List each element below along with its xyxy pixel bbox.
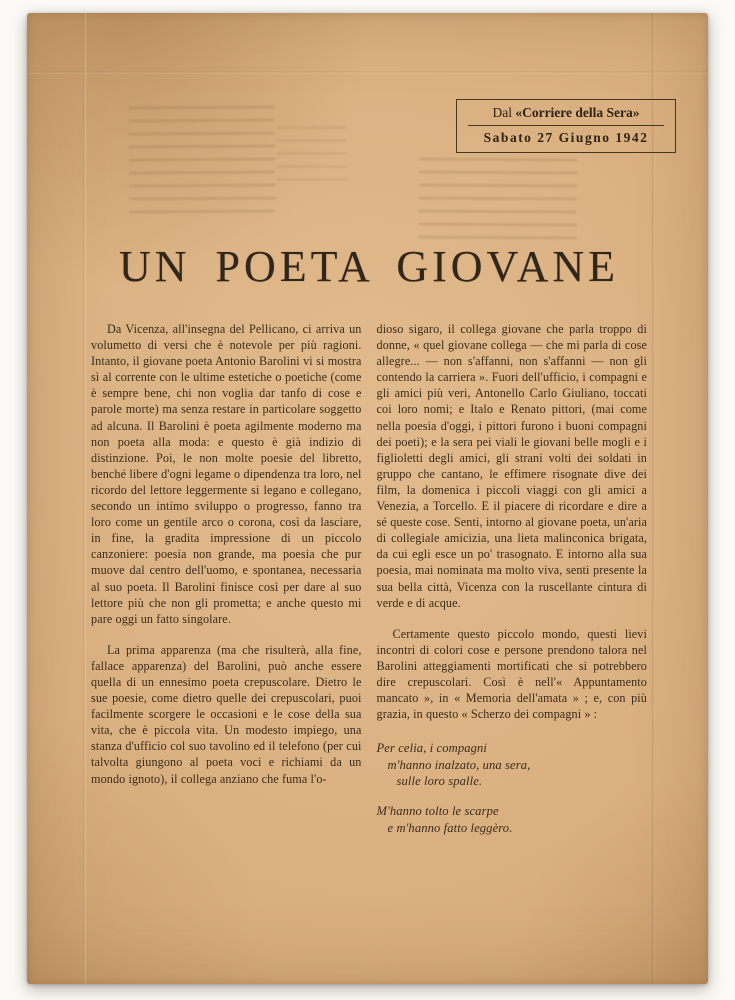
vertical-fold-crease-left — [83, 13, 87, 984]
article-column-right — [377, 321, 648, 836]
poem-stanza-1 — [377, 740, 648, 790]
poem-line: sulle loro spalle. — [396, 774, 483, 789]
poem-quote — [377, 740, 648, 836]
showthrough-ghost-text-right — [419, 153, 577, 242]
source-name: «Corriere della Sera» — [515, 105, 640, 120]
article-title: UN POETA GIOVANE — [118, 242, 620, 291]
vertical-fold-crease-right — [651, 13, 655, 984]
poem-line: M'hanno tolto le scarpe — [376, 804, 499, 819]
left-paragraph-1: Da Vicenza, all'insegna del Pellicano, ci arriva un volumetto di versi che è notevole per più ragioni. Intanto, il giovane poeta Antonio Barolini vi si mostra sì al corrente con le ultime estetiche o poetiche (come è sempre bene, chi non voglia dar tanfo di cose e parole morte) ma senza restare in particolare soggetto ad alcuna. Il Barolini è poeta agilmente moderno ma non poeta alla moda: e questo è già indizio di distinzione. Poi, le non molte poesie del libretto, benché libere d'ogni legame o dipendenza tra loro, nel ricordo del lettore leggermente si legano e collegano, secondo un intimo sviluppo o progresso, fanno tra loro come un gentile arco o corona, così da lasciare, in fine, la gradita impressione di un piccolo canzoniere: poesia non grande, ma poesia che pur muove dal centro dell'uomo, e spontanea, necessaria al suo poeta. Il Barolini finisce così per dare al suo lettore più che non gli prometta; e anche questo mi pare oggi un fatto singolare. — [91, 322, 362, 626]
source-date-box — [456, 99, 676, 153]
article — [91, 242, 647, 836]
paper-sheet — [27, 13, 708, 984]
showthrough-ghost-text-left — [129, 100, 276, 219]
article-columns — [91, 321, 647, 836]
date-line: Sabato 27 Giugno 1942 — [483, 130, 649, 145]
left-paragraph-2: La prima apparenza (ma che risulterà, alla fine, fallace apparenza) del Barolini, può anche essere quella di un ennesimo poeta crepuscolare. Dietro le sue poesie, come dietro quelle dei crepuscolari, puoi facilmente scorgere le occasioni e le cose della sua vita, che è piccola vita. Un modesto impiego, una stanza d'ufficio col suo tavolino ed il telefono (per cui talvolta giungono al poeta voci e richiami da un mondo ignoto), il collega anziano che fuma l'o- — [91, 642, 362, 786]
right-paragraph-2: Certamente questo piccolo mondo, questi lievi incontri di colori cose e persone prendono talora nel Barolini atteggiamenti mortificati che si potrebbero dire crepuscolari. Così è nell'« Appuntamento mancato », in « Memoria dell'amata » ; e, con più grazia, in questo « Scherzo dei compagni » : — [376, 626, 647, 722]
horizontal-fold-crease — [27, 71, 708, 74]
source-line — [468, 105, 664, 126]
poem-line: e m'hanno fatto leggèro. — [387, 820, 513, 835]
poem-line: m'hanno inalzato, una sera, — [387, 757, 531, 772]
right-paragraph-1: dioso sigaro, il collega giovane che parla troppo di donne, « quel giovane collega — che mi parla di cose allegre... — non s'affanni, non s'affanni — non gli contendo la carriera ». Fuori dell'ufficio, i compagni e gli amici più veri, Antonello Carlo Giuliano, toccati coi loro nomi; e Italo e Renato pittori, (mai come nella poesia d'oggi, i pittori furono i buoni compagni dei poeti); e la sera pei viali le giovani belle mogli e i figlioletti degli amici, gli strani volti dei soldati in gruppo che cantano, le effimere risognate dive dei film, la domenica i piccoli viaggi con gli amici a Venezia, a Torcello. E il piacere di ricordare e dire a sé queste cose. Senti, intorno al giovane poeta, un'aria di collegiale amicizia, una lieta malinconica brigata, da cui egli esce un po' trasognato. E intorno alla sua poesia, mai nominata ma molto viva, senti presente la sua bella città, Vicenza con la ruscellante cintura di verde e di acque. — [376, 322, 647, 610]
showthrough-ghost-text-center — [277, 121, 347, 191]
source-prefix: Dal — [492, 105, 512, 120]
article-column-left — [91, 321, 362, 836]
poem-line: Per celia, i compagni — [376, 741, 488, 756]
poem-stanza-2 — [377, 803, 648, 836]
